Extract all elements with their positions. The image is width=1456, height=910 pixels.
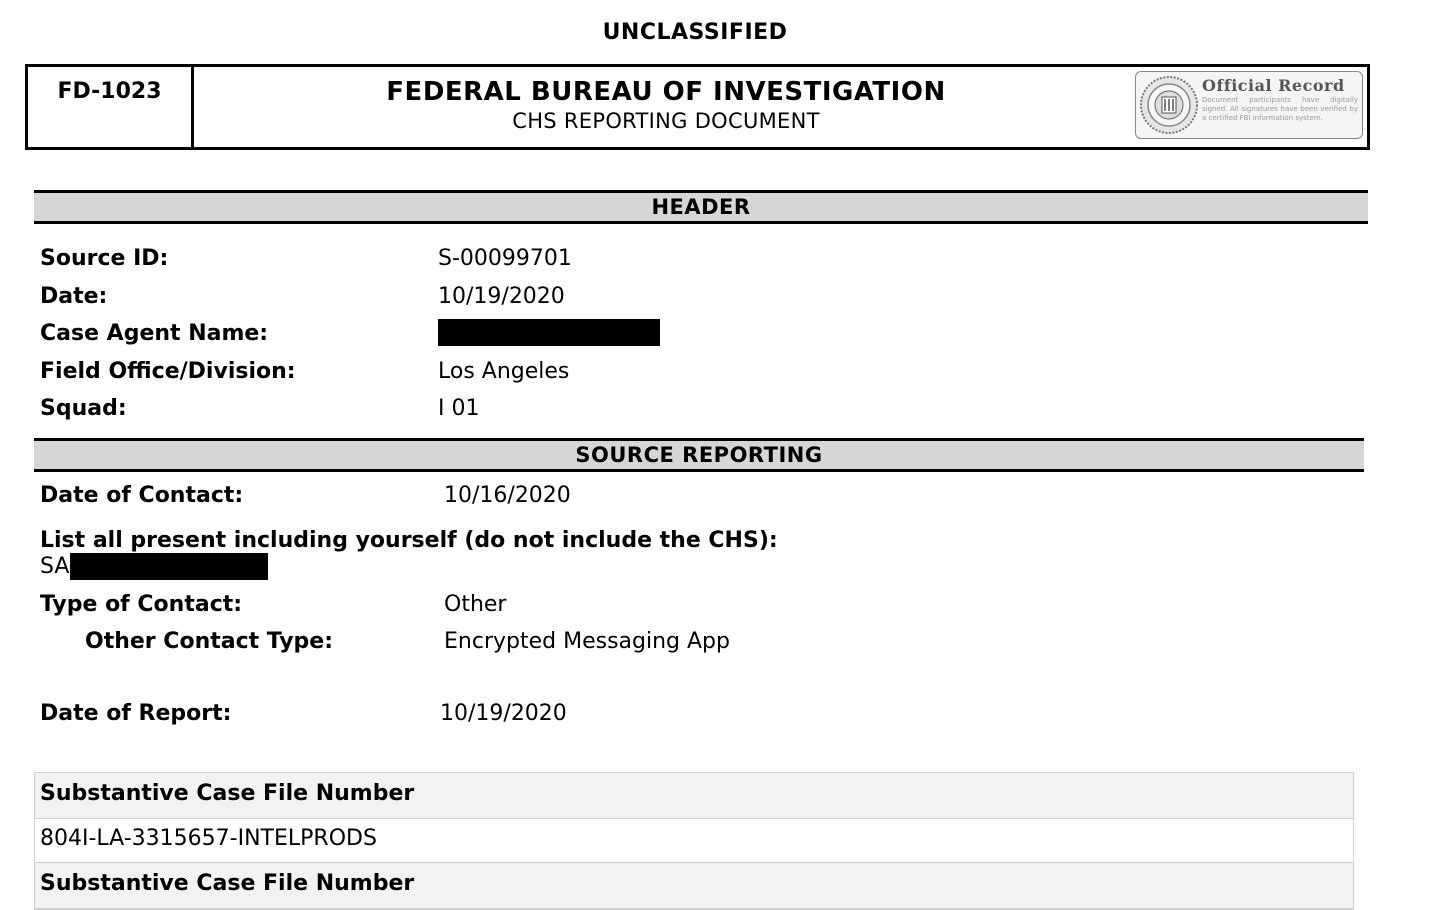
case-file-table-header: Substantive Case File Number bbox=[35, 773, 1353, 819]
official-record-text: Document participants have digitally signed. All signatures have been verified by a certified FBI information system. bbox=[1202, 96, 1358, 122]
fbi-seal-icon bbox=[1139, 75, 1199, 135]
date-value: 10/19/2020 bbox=[438, 284, 565, 309]
date-of-contact-value: 10/16/2020 bbox=[444, 483, 571, 508]
type-of-contact-label: Type of Contact: bbox=[40, 592, 243, 617]
field-office-label: Field Office/Division: bbox=[40, 359, 296, 384]
source-reporting-section-bar: SOURCE REPORTING bbox=[34, 438, 1364, 472]
form-title-box bbox=[25, 64, 1370, 150]
official-record-stamp bbox=[1135, 71, 1363, 139]
case-file-table bbox=[34, 772, 1354, 910]
present-redaction bbox=[70, 553, 268, 580]
case-agent-label: Case Agent Name: bbox=[40, 321, 269, 346]
document-type: CHS REPORTING DOCUMENT bbox=[512, 109, 820, 133]
squad-label: Squad: bbox=[40, 396, 127, 421]
date-of-contact-label: Date of Contact: bbox=[40, 483, 244, 508]
classification-marking: UNCLASSIFIED bbox=[602, 20, 788, 45]
type-of-contact-value: Other bbox=[444, 592, 507, 617]
form-number: FD-1023 bbox=[28, 67, 194, 147]
other-contact-type-value: Encrypted Messaging App bbox=[444, 629, 730, 654]
official-record-title: Official Record bbox=[1202, 76, 1345, 95]
field-office-value: Los Angeles bbox=[438, 359, 570, 384]
case-file-number: 804I-LA-3315657-INTELPRODS bbox=[35, 819, 1353, 863]
agency-name: FEDERAL BUREAU OF INVESTIGATION bbox=[386, 77, 946, 107]
source-id-label: Source ID: bbox=[40, 246, 169, 271]
case-agent-redaction bbox=[438, 319, 660, 346]
source-id-value: S-00099701 bbox=[438, 246, 572, 271]
date-of-report-value: 10/19/2020 bbox=[440, 701, 567, 726]
date-of-report-label: Date of Report: bbox=[40, 701, 232, 726]
other-contact-type-label: Other Contact Type: bbox=[85, 629, 334, 654]
case-file-table-header-next: Substantive Case File Number bbox=[35, 863, 1353, 909]
present-label: List all present including yourself (do not include the CHS): bbox=[40, 528, 778, 553]
squad-value: I 01 bbox=[438, 396, 480, 421]
header-section-bar: HEADER bbox=[34, 190, 1368, 224]
present-value: SA bbox=[40, 554, 70, 579]
date-label: Date: bbox=[40, 284, 108, 309]
